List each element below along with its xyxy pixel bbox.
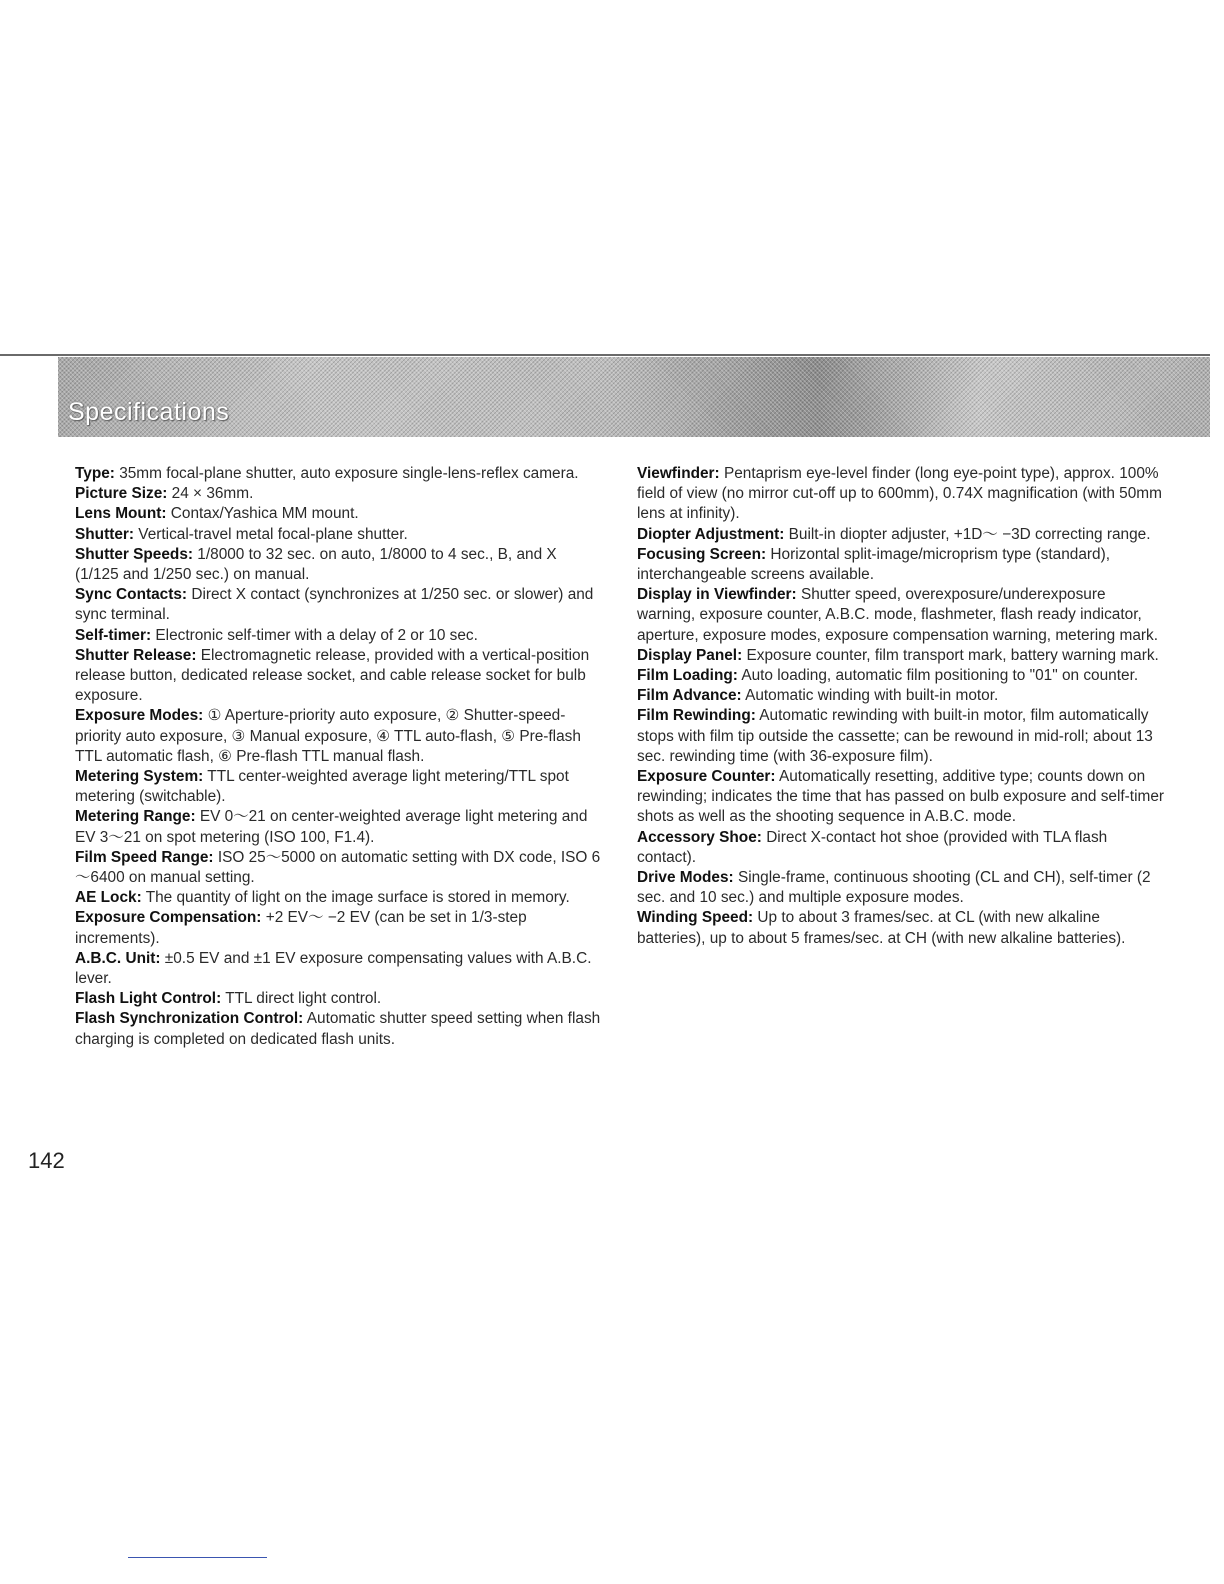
spec-label: Shutter Speeds: <box>75 545 194 563</box>
spec-value: Vertical-travel metal focal-plane shutter. <box>138 525 408 543</box>
spec-item <box>637 686 1165 706</box>
spec-value: Automatic winding with built-in motor. <box>745 687 999 705</box>
spec-item <box>75 646 603 707</box>
spec-item <box>75 585 603 625</box>
spec-value: Electromagnetic release, provided with a vertical-position release button, dedicated release socket, and cable release socket for bulb exposure. <box>75 646 590 705</box>
spec-label: Focusing Screen: <box>637 545 767 563</box>
spec-value: Built-in diopter adjuster, +1D～ −3D correcting range. <box>788 525 1151 543</box>
spec-value: Horizontal split-image/microprism type (standard), interchangeable screens available. <box>637 545 1110 584</box>
spec-item <box>75 545 603 585</box>
spec-label: Sync Contacts: <box>75 586 188 604</box>
spec-label: A.B.C. Unit: <box>75 949 161 967</box>
spec-label: Viewfinder: <box>637 465 720 482</box>
spec-item <box>75 848 603 888</box>
spec-item <box>75 484 603 504</box>
spec-label: AE Lock: <box>75 889 142 907</box>
spec-value: Direct X-contact hot shoe (provided with TLA flash contact). <box>637 828 1108 866</box>
spec-item <box>637 525 1165 545</box>
spec-item <box>637 767 1165 828</box>
spec-item <box>75 989 603 1009</box>
spec-label: Exposure Compensation: <box>75 909 262 927</box>
spec-label: Self-timer: <box>75 626 152 644</box>
spec-item <box>75 706 603 767</box>
spec-value: TTL direct light control. <box>225 990 382 1008</box>
spec-value: ① Aperture-priority auto exposure, ② Shutter-speed-priority auto exposure, ③ Manual exposure, ④ TTL auto-flash, ⑤ Pre-flash TTL automatic flash, ⑥ Pre-flash TTL manual flash. <box>75 707 581 765</box>
spec-label: Display Panel: <box>637 646 743 664</box>
spec-item <box>637 706 1165 767</box>
header-rule <box>0 354 1210 356</box>
spec-label: Flash Light Control: <box>75 990 222 1008</box>
spec-value: Exposure counter, film transport mark, battery warning mark. <box>746 646 1159 664</box>
spec-label: Exposure Counter: <box>637 768 776 786</box>
spec-label: Film Rewinding: <box>637 707 756 725</box>
spec-value: 35mm focal-plane shutter, auto exposure single-lens-reflex camera. <box>119 465 579 482</box>
bottom-rule <box>128 1557 267 1558</box>
spec-value: Shutter speed, overexposure/underexposure warning, exposure counter, A.B.C. mode, flashmeter, flash ready indicator, aperture, exposure modes, exposure compensation warning, metering mark. <box>637 586 1158 644</box>
spec-item <box>637 828 1165 868</box>
spec-value: Pentaprism eye-level finder (long eye-point type), approx. 100% field of view (no mirror cut-off up to 600mm), 0.74X magnification (with 50mm lens at infinity). <box>637 465 1162 523</box>
spec-label: Shutter Release: <box>75 646 197 664</box>
spec-label: Drive Modes: <box>637 869 734 887</box>
spec-item <box>75 767 603 807</box>
spec-value: +2 EV～ −2 EV (can be set in 1/3-step increments). <box>75 909 527 947</box>
spec-value: Automatic shutter speed setting when flash charging is completed on dedicated flash units. <box>75 1010 601 1048</box>
left-spec-column <box>75 464 603 1050</box>
spec-value: ISO 25～5000 on automatic setting with DX code, ISO 6～6400 on manual setting. <box>75 848 601 887</box>
spec-value: 24 × 36mm. <box>171 485 254 503</box>
spec-value: Direct X contact (synchronizes at 1/250 sec. or slower) and sync terminal. <box>75 586 594 624</box>
spec-label: Winding Speed: <box>637 909 754 927</box>
spec-label: Type: <box>75 465 115 482</box>
spec-item <box>75 525 603 545</box>
spec-value: The quantity of light on the image surface is stored in memory. <box>145 889 570 907</box>
spec-item <box>637 464 1165 525</box>
spec-label: Flash Synchronization Control: <box>75 1010 304 1028</box>
spec-item <box>75 908 603 948</box>
spec-item <box>637 585 1165 646</box>
spec-item <box>75 504 603 524</box>
spec-item <box>75 1009 603 1049</box>
spec-value: Up to about 3 frames/sec. at CL (with new alkaline batteries), up to about 5 frames/sec. at CH (with new alkaline batteries). <box>637 909 1126 947</box>
spec-item <box>637 545 1165 585</box>
spec-item <box>75 464 603 484</box>
spec-item <box>637 868 1165 908</box>
spec-label: Lens Mount: <box>75 505 167 523</box>
spec-label: Film Advance: <box>637 687 742 705</box>
right-spec-column <box>637 464 1165 949</box>
spec-value: Electronic self-timer with a delay of 2 or 10 sec. <box>155 626 478 644</box>
spec-value: Automatic rewinding with built-in motor, film automatically stops with film tip outside the cassette; can be rewound in mid-roll; about 13 sec. rewinding time (with 36-exposure film). <box>637 707 1153 765</box>
spec-label: Accessory Shoe: <box>637 828 762 846</box>
spec-value: Single-frame, continuous shooting (CL and CH), self-timer (2 sec. and 10 sec.) and multiple exposure modes. <box>637 869 1151 907</box>
spec-value: Automatically resetting, additive type; counts down on rewinding; indicates the time that has passed on bulb exposure and self-timer shots as well as the shooting sequence in A.B.C. mode. <box>637 768 1165 826</box>
spec-label: Metering Range: <box>75 808 196 826</box>
spec-label: Diopter Adjustment: <box>637 525 785 543</box>
spec-value: EV 0～21 on center-weighted average light metering and EV 3～21 on spot metering (ISO 100, F1.4). <box>75 808 588 846</box>
header-banner <box>58 357 1210 437</box>
spec-label: Shutter: <box>75 525 134 543</box>
page-title: Specifications <box>68 398 230 426</box>
spec-label: Metering System: <box>75 768 204 786</box>
spec-label: Film Loading: <box>637 667 738 685</box>
spec-label: Exposure Modes: <box>75 707 204 725</box>
spec-label: Film Speed Range: <box>75 848 214 866</box>
spec-value: Contax/Yashica MM mount. <box>170 505 359 523</box>
spec-item <box>75 949 603 989</box>
spec-item <box>75 807 603 847</box>
page-number: 142 <box>28 1148 65 1173</box>
spec-label: Picture Size: <box>75 485 168 503</box>
spec-value: TTL center-weighted average light metering/TTL spot metering (switchable). <box>75 768 569 806</box>
spec-item <box>637 666 1165 686</box>
spec-value: Auto loading, automatic film positioning to "01" on counter. <box>741 667 1139 685</box>
spec-item <box>637 908 1165 948</box>
spec-value: ±0.5 EV and ±1 EV exposure compensating values with A.B.C. lever. <box>75 949 592 988</box>
spec-label: Display in Viewfinder: <box>637 586 797 604</box>
spec-item <box>637 646 1165 666</box>
spec-value: 1/8000 to 32 sec. on auto, 1/8000 to 4 sec., B, and X (1/125 and 1/250 sec.) on manual. <box>75 545 557 584</box>
spec-item <box>75 626 603 646</box>
spec-item <box>75 888 603 908</box>
